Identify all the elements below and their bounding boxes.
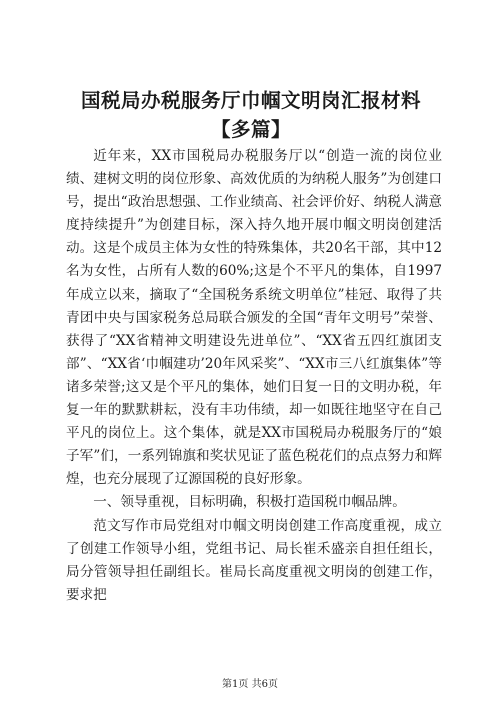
paragraph-intro: 近年来，XX市国税局办税服务厅以“创造一流的岗位业绩、建树文明的岗位形象、高效优质的为纳税人服务”为创建口号，提出“政治思想强、工作业绩高、社会评价好、纳税人满意度持续提升”为创建目标，深入持久地开展巾帼文明岗创建活动。这是个成员主体为女性的特殊集体，共20名干部，其中12名为女性，占所有人数的60%;这是个不平凡的集体，自1997年成立以来，摘取了“全国税务系统文明单位”桂冠、取得了共青团中央与国家税务总局联合颁发的全国“青年文明号”荣誉、获得了“XX省精神文明建设先进单位”、“XX省五四红旗团支部”、“XX省‘巾帼建功’20年风采奖”、“XX市三八红旗集体”等诸多荣誉;这又是个平凡的集体，她们日复一日的文明办税，年复一年的默默耕耘，没有丰功伟绩，却一如既往地坚守在自己平凡的岗位上。这个集体，就是XX市国税局办税服务厅的“娘子军”们，一系列锦旗和奖状见证了蓝色税花们的点点努力和辉煌，也充分展现了辽源国税的良好形象。 xyxy=(66,148,442,488)
document-body xyxy=(66,145,442,607)
paragraph-section-1: 范文写作市局党组对巾帼文明岗创建工作高度重视，成立了创建工作领导小组，党组书记、局长崔禾盛亲自担任组长，局分管领导担任副组长。崔局长高度重视文明岗的创建工作，要求把 xyxy=(66,517,442,603)
page-footer: 第1页 共6页 xyxy=(222,679,278,690)
document-title: 国税局办税服务厅巾帼文明岗汇报材料【多篇】 xyxy=(80,89,421,141)
section-heading-1: 一、领导重视，目标明确，积极打造国税巾帼品牌。 xyxy=(93,494,406,511)
